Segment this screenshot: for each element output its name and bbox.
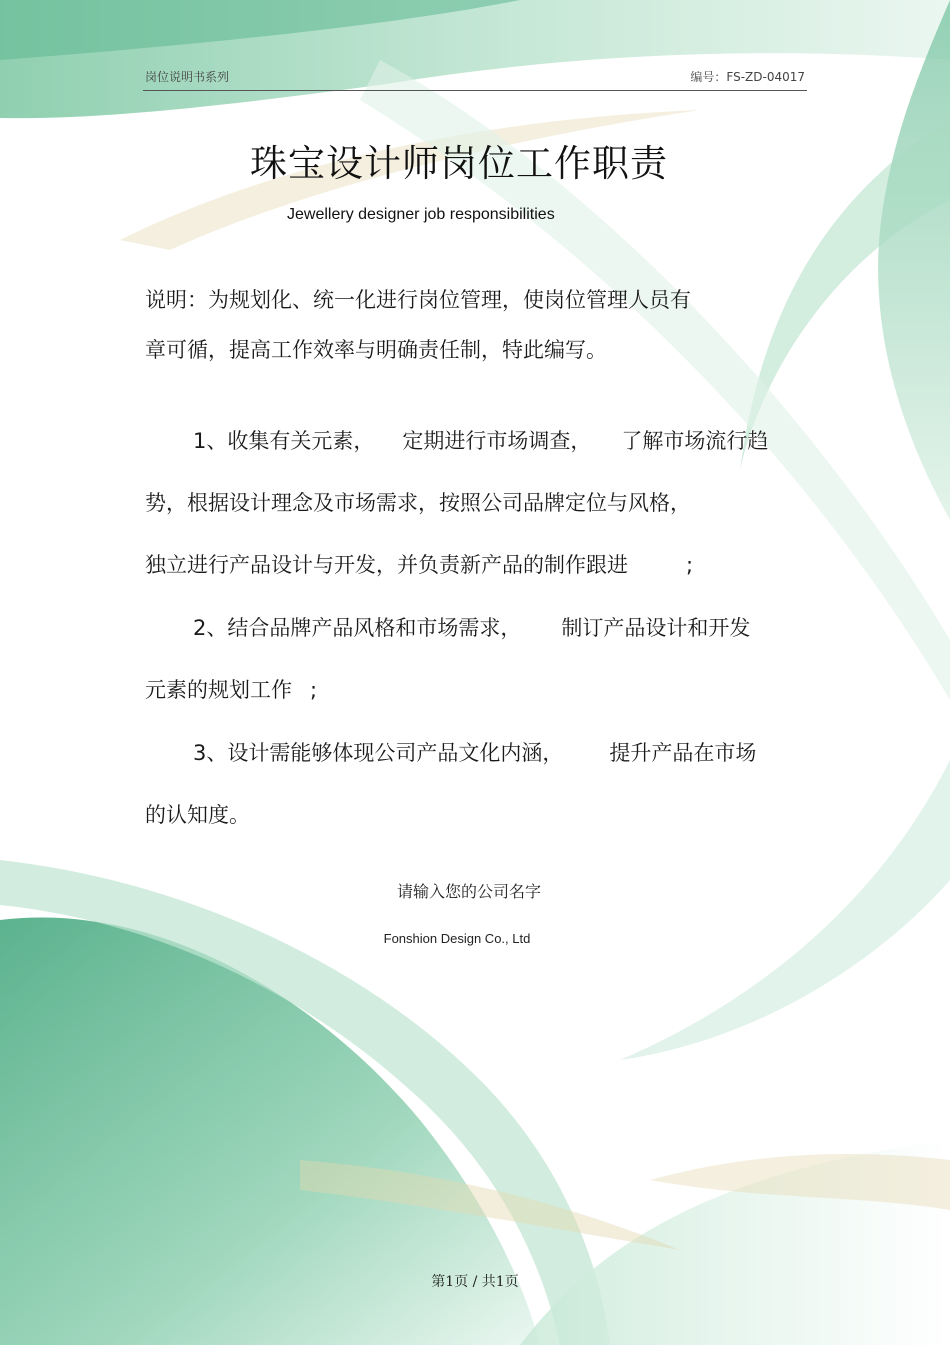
item-text: 提升产品在市场 [609, 741, 757, 765]
item-text: 元素的规划工作 [145, 678, 292, 702]
item-line [145, 659, 795, 721]
item-text: 了解市场流行趋 [621, 429, 769, 453]
document-subtitle: Jewellery designer job responsibilities [287, 206, 555, 223]
item-text: 定期进行市场调查， [402, 429, 592, 453]
item-line [145, 722, 795, 784]
company-name-cn: 请输入您的公司名字 [396, 882, 541, 901]
document-title: 珠宝设计师岗位工作职责 [250, 142, 668, 185]
item-text: ; [310, 678, 318, 702]
item-text: 1、收集有关元素， [193, 429, 375, 453]
intro-paragraph [145, 275, 765, 375]
header-code: 编号：FS-ZD-04017 [690, 70, 805, 84]
item-line [145, 534, 795, 596]
item-text: 势，根据设计理念及市场需求，按照公司品牌定位与风格， [145, 491, 691, 515]
responsibility-item-1 [145, 410, 795, 596]
intro-line: 说明：为规划化、统一化进行岗位管理，使岗位管理人员有 [145, 288, 691, 312]
item-line [145, 784, 795, 846]
item-line [145, 410, 795, 472]
responsibility-item-3 [145, 722, 795, 846]
company-name-en: Fonshion Design Co., Ltd [383, 931, 531, 946]
item-text: 3、设计需能够体现公司产品文化内涵， [193, 741, 564, 765]
item-line [145, 597, 795, 659]
intro-line: 章可循，提高工作效率与明确责任制，特此编写。 [145, 338, 607, 362]
responsibility-item-2 [145, 597, 795, 721]
item-text: 的认知度。 [145, 803, 250, 827]
item-text: 独立进行产品设计与开发，并负责新产品的制作跟进 [145, 553, 628, 577]
header-series: 岗位说明书系列 [145, 70, 230, 84]
header-rule [143, 90, 807, 91]
item-text: 2、结合品牌产品风格和市场需求， [193, 616, 522, 640]
item-line [145, 472, 795, 534]
page-number: 第1页 / 共1页 [431, 1274, 519, 1290]
item-text: 制订产品设计和开发 [561, 616, 751, 640]
item-text: ; [686, 553, 694, 577]
